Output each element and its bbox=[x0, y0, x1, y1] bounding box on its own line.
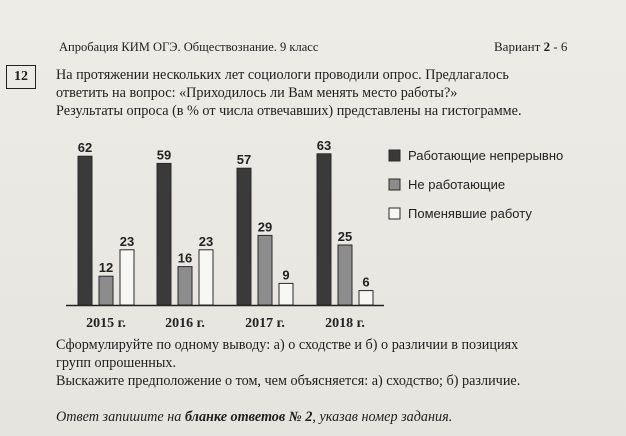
bar-3-2015г bbox=[120, 250, 134, 305]
x-tick-label: 2017 г. bbox=[245, 316, 285, 331]
bar-value-label: 59 bbox=[156, 147, 172, 163]
bar-3-2016г bbox=[199, 250, 213, 305]
bar-1-2018г bbox=[317, 154, 331, 305]
legend-swatch bbox=[389, 179, 400, 190]
answer-prefix: Ответ запишите на bbox=[56, 409, 185, 425]
task-text bbox=[56, 336, 616, 390]
variant-number: 2 bbox=[543, 39, 551, 54]
bar-2-2018г bbox=[338, 245, 352, 305]
legend-label: Не работающие bbox=[408, 177, 506, 192]
bar-value-label: 23 bbox=[198, 233, 214, 249]
legend-swatch bbox=[389, 208, 400, 219]
answer-instruction bbox=[56, 409, 452, 426]
bar-1-2015г bbox=[78, 156, 92, 305]
bar-1-2016г bbox=[157, 163, 171, 305]
variant-prefix: Вариант bbox=[494, 39, 544, 54]
bar-value-label: 23 bbox=[119, 233, 135, 249]
question-line: Результаты опроса (в % от числа отвечавших) представлены на гистограмме. bbox=[56, 103, 522, 119]
answer-suffix: , указав номер задания. bbox=[312, 409, 453, 425]
question-line: На протяжении нескольких лет социологи проводили опрос. Предлагалось bbox=[56, 67, 509, 83]
bar-value-label: 25 bbox=[337, 229, 353, 244]
legend-swatch bbox=[389, 150, 400, 161]
bar-value-label: 6 bbox=[362, 274, 370, 290]
bar-value-label: 62 bbox=[77, 140, 93, 156]
question-line: ответить на вопрос: «Приходилось ли Вам менять место работы?» bbox=[56, 85, 458, 101]
legend-label: Поменявшие работу bbox=[408, 206, 532, 221]
bar-value-label: 63 bbox=[316, 137, 332, 153]
exam-title: Апробация КИМ ОГЭ. Обществознание. 9 класс bbox=[59, 40, 319, 54]
x-tick-label: 2016 г. bbox=[165, 316, 205, 331]
bar-1-2017г bbox=[237, 168, 251, 305]
task-line: Сформулируйте по одному выводу: а) о сходстве и б) о различии в позициях bbox=[56, 337, 519, 353]
bar-3-2017г bbox=[279, 283, 293, 305]
bar-value-label: 57 bbox=[236, 152, 252, 168]
x-tick-label: 2015 г. bbox=[86, 316, 126, 331]
bar-2-2016г bbox=[178, 267, 192, 305]
variant-page: - 6 bbox=[550, 39, 568, 54]
bar-value-label: 29 bbox=[257, 219, 273, 235]
task-line: групп опрошенных. bbox=[56, 355, 177, 371]
bar-2-2015г bbox=[99, 276, 113, 305]
bar-value-label: 12 bbox=[98, 260, 114, 276]
bar-value-label: 9 bbox=[282, 267, 290, 283]
answer-form-name: бланке ответов № 2 bbox=[184, 409, 313, 425]
question-number: 12 bbox=[6, 65, 36, 89]
bar-3-2018г bbox=[359, 291, 373, 305]
legend-label: Работающие непрерывно bbox=[408, 148, 564, 163]
bar-2-2017г bbox=[258, 235, 272, 305]
bar-value-label: 16 bbox=[177, 250, 193, 266]
task-line: Выскажите предположение о том, чем объясняется: а) сходство; б) различие. bbox=[56, 373, 521, 389]
x-tick-label: 2018 г. bbox=[325, 316, 365, 331]
